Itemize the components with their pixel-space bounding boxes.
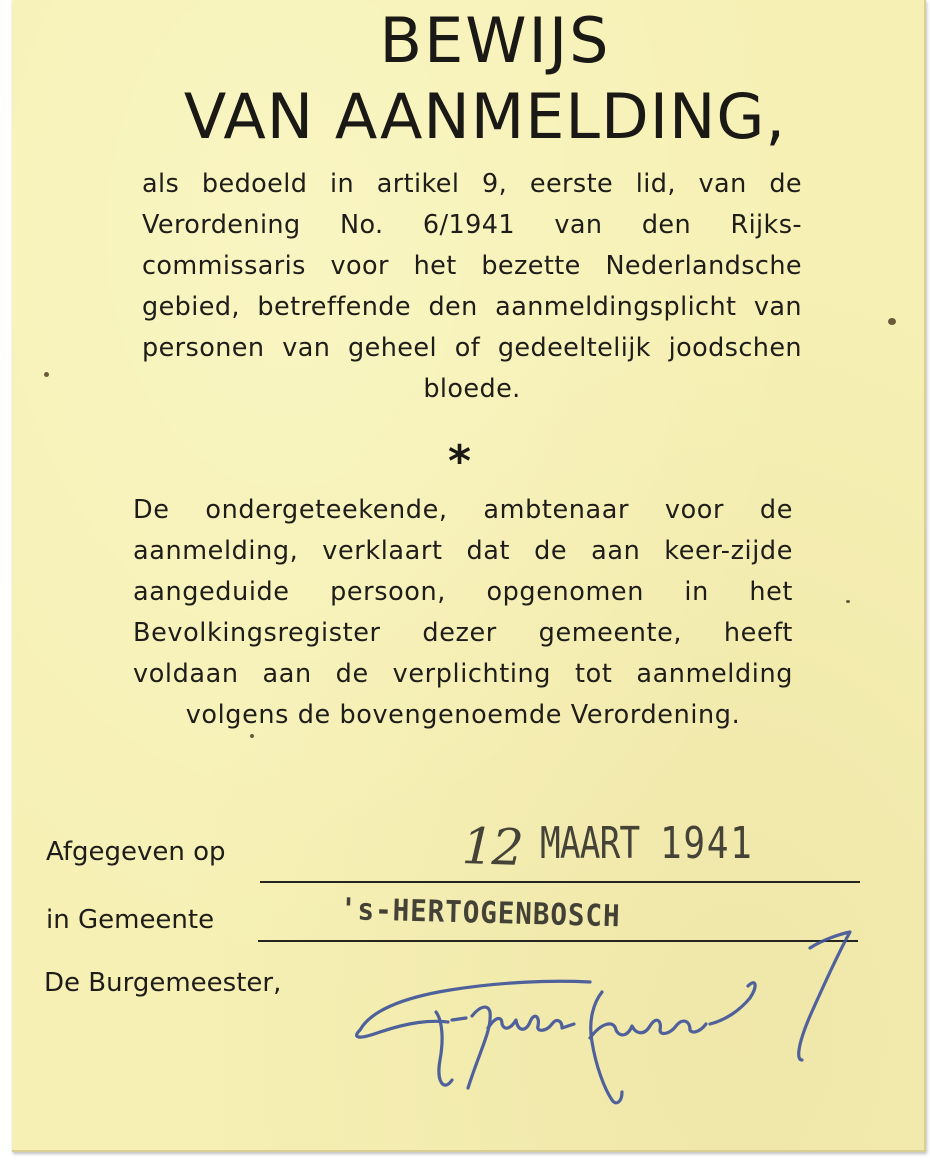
asterisk-separator: *: [448, 436, 472, 487]
intro-paragraph: als bedoeld in artikel 9, eerste lid, van de Verordening No. 6/1941 van den Rijks-commissaris voor het bezette Nederlandsche gebied, betreffende den aanmeldingsplicht van personen van geheel of gedeeltelijk joodschen bloede.: [142, 169, 802, 404]
issued-on-month-stamp: MAART: [540, 818, 640, 869]
municipality-label: in Gemeente: [46, 905, 215, 935]
municipality-stamp: 's-HERTOGENBOSCH: [339, 892, 621, 935]
paper-speck: [44, 372, 49, 377]
title-line-1: BEWIJS: [379, 4, 611, 77]
declaration-paragraph: De ondergeteekende, ambtenaar voor de aanmelding, verklaart dat de aan keer-zijde aangeduide persoon, opgenomen in het Bevolkingsregister dezer gemeente, heeft voldaan aan de verplichting tot aanmelding volgens de bovengenoemde Verordening.: [133, 495, 793, 730]
issued-on-day-handwritten: 12: [461, 816, 523, 878]
issued-on-line: [260, 881, 860, 883]
paper-speck: [250, 734, 254, 738]
title-line-2: VAN AANMELDING,: [183, 80, 787, 153]
paper-speck: [846, 600, 850, 603]
issued-on-year-stamp: 1941: [660, 818, 754, 869]
issued-on-label: Afgegeven op: [46, 837, 226, 867]
paper-speck: [888, 318, 896, 325]
mayor-label: De Burgemeester,: [44, 968, 282, 998]
